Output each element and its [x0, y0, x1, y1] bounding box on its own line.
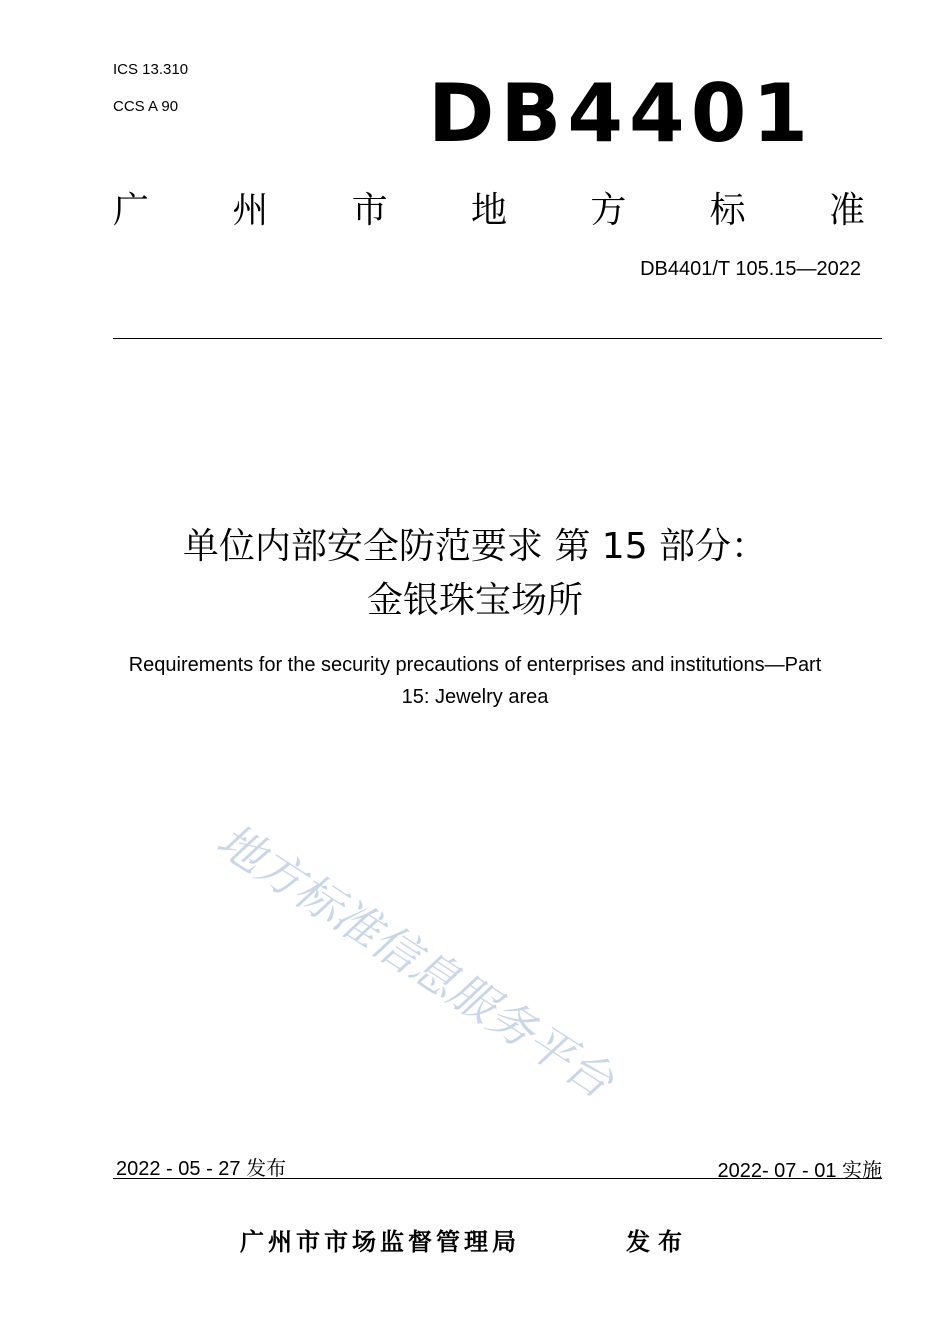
issue-date: 2022 - 05 - 27 发布: [116, 1158, 287, 1180]
document-number: DB4401/T 105.15—2022: [640, 258, 861, 280]
standard-type-char: 标: [709, 190, 746, 231]
implementation-date: 2022- 07 - 01 实施: [717, 1160, 882, 1182]
bottom-divider: [113, 1178, 882, 1179]
title-chinese-line-1: 单位内部安全防范要求 第 15 部分：: [182, 526, 768, 567]
standard-type-char: 州: [232, 190, 269, 231]
ics-code: ICS 13.310: [113, 61, 189, 78]
standard-type-char: 市: [351, 190, 388, 231]
title-chinese-line-2: 金银珠宝场所: [366, 580, 583, 621]
publisher: 广州市市场监督管理局: [240, 1228, 520, 1256]
publish-label: 发布: [626, 1228, 690, 1256]
standard-type-char: 准: [828, 190, 865, 231]
title-english-line-1: Requirements for the security precautions of enterprises and institutions—Part: [128, 654, 822, 676]
top-divider: [113, 338, 882, 339]
standard-type-char: 广: [113, 190, 150, 231]
title-english-line-2: 15: Jewelry area: [401, 686, 549, 708]
watermark-text: 地方标准信息服务平台: [207, 812, 623, 1109]
standard-type-char: 方: [590, 190, 627, 231]
standard-code-large: DB4401: [428, 67, 815, 160]
standard-type-char: 地: [470, 190, 507, 231]
standard-type-heading: [113, 186, 865, 236]
ccs-code: CCS A 90: [113, 98, 179, 115]
